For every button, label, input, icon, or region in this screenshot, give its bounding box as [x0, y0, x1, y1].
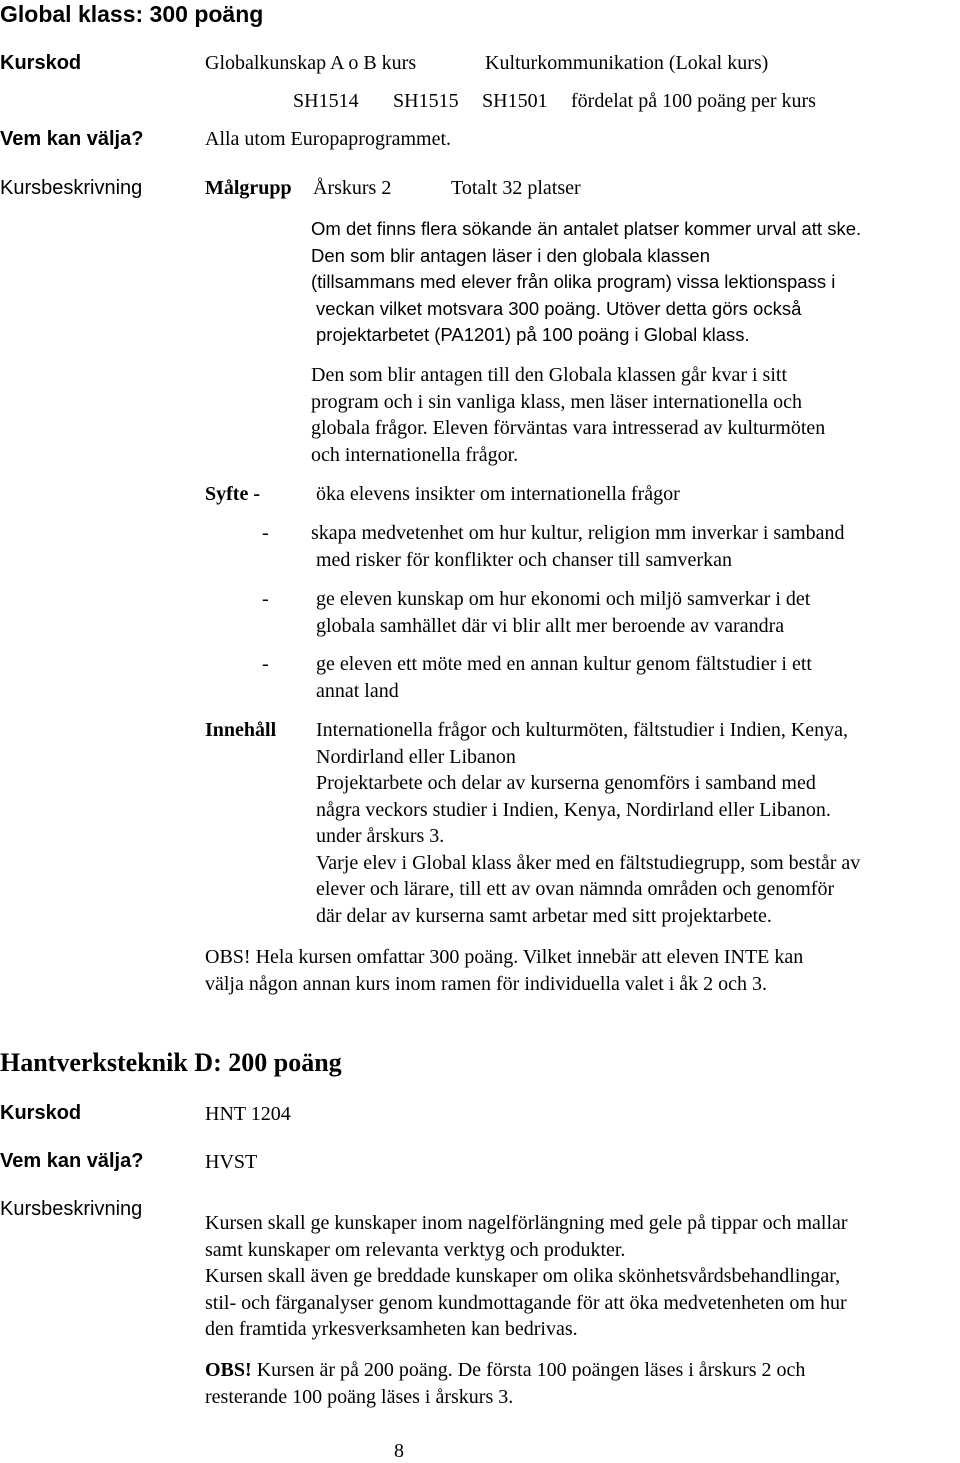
course-code-1: SH1514	[293, 90, 359, 112]
malgrupp-value: Årskurs 2	[313, 177, 392, 199]
section-title-hantverksteknik: Hantverksteknik D: 200 poäng	[0, 1048, 342, 1077]
syfte-item-2	[311, 520, 845, 573]
innehall-line: Internationella frågor och kulturmöten, fältstudier i Indien, Kenya,	[316, 719, 849, 741]
innehall-line: under årskurs 3.	[316, 825, 445, 847]
syfte-dash: -	[262, 522, 269, 544]
innehall-line: elever och lärare, till ett av ovan nämnda områden och genomför	[316, 878, 835, 900]
para1-line: veckan vilket motsvara 300 poäng. Utöver detta görs också	[316, 297, 802, 319]
obs-label: OBS!	[205, 1359, 252, 1381]
syfte-dash: -	[262, 653, 269, 675]
obs-line: välja någon annan kurs inom ramen för individuella valet i åk 2 och 3.	[205, 972, 768, 995]
obs-note-section2	[205, 1357, 805, 1410]
obs-line: resterande 100 poäng läses i årskurs 3.	[205, 1385, 514, 1408]
vem-kan-valja-value: HVST	[205, 1151, 258, 1173]
page-number: 8	[394, 1440, 404, 1462]
malgrupp-label: Målgrupp	[205, 177, 292, 199]
description-paragraph-1	[311, 216, 861, 349]
obs-line	[205, 1357, 805, 1384]
kurskod-label: Kurskod	[0, 52, 82, 74]
syfte-line: skapa medvetenhet om hur kultur, religion mm inverkar i samband	[311, 522, 845, 544]
vem-kan-valja-label: Vem kan välja?	[0, 1150, 144, 1172]
vem-kan-valja-label: Vem kan välja?	[0, 128, 144, 150]
obs-note-section1	[205, 944, 803, 997]
platser-total: Totalt 32 platser	[451, 177, 581, 199]
para1-line: Om det finns flera sökande än antalet platser kommer urval att ske.	[311, 218, 862, 239]
syfte-item-3	[316, 586, 810, 639]
innehall-line: Varje elev i Global klass åker med en fältstudiegrupp, som består av	[316, 851, 861, 874]
kurskod-course-a: Globalkunskap A o B kurs	[205, 52, 417, 74]
syfte-label: Syfte -	[205, 483, 260, 505]
syfte-line: med risker för konflikter och chanser till samverkan	[316, 548, 732, 571]
course-description	[205, 1210, 848, 1343]
description-paragraph-2	[311, 362, 825, 468]
obs-text: Kursen är på 200 poäng. De första 100 poängen läses i årskurs 2 och	[256, 1359, 806, 1381]
para1-line: Den som blir antagen läser i den globala klassen	[311, 244, 711, 266]
kurskod-course-b: Kulturkommunikation (Lokal kurs)	[485, 52, 769, 74]
syfte-dash: -	[262, 588, 269, 610]
desc-line: Kursen skall ge kunskaper inom nagelförlängning med gele på tippar och mallar	[205, 1212, 848, 1234]
kurskod-label: Kurskod	[0, 1102, 82, 1124]
desc-line: samt kunskaper om relevanta verktyg och produkter.	[205, 1238, 626, 1261]
innehall-text	[316, 717, 860, 929]
innehall-line: där delar av kurserna samt arbetar med sitt projektarbete.	[316, 904, 772, 927]
desc-line: Kursen skall även ge breddade kunskaper om olika skönhetsvårdsbehandlingar,	[205, 1265, 841, 1287]
kursbeskrivning-label: Kursbeskrivning	[0, 1198, 143, 1220]
para2-line: globala frågor. Eleven förväntas vara intresserad av kulturmöten	[311, 417, 826, 439]
innehall-line: Projektarbete och delar av kurserna genomförs i samband med	[316, 772, 816, 794]
desc-line: den framtida yrkesverksamheten kan bedrivas.	[205, 1318, 578, 1340]
innehall-line: Nordirland eller Libanon	[316, 745, 516, 768]
syfte-line: globala samhället där vi blir allt mer beroende av varandra	[316, 614, 785, 637]
obs-line: OBS! Hela kursen omfattar 300 poäng. Vilket innebär att eleven INTE kan	[205, 946, 804, 968]
course-code-3: SH1501	[482, 90, 548, 112]
para2-line: och internationella frågor.	[311, 443, 519, 466]
section-title-global-klass: Global klass: 300 poäng	[0, 1, 264, 27]
course-code-note: fördelat på 100 poäng per kurs	[571, 90, 816, 112]
para1-line: projektarbetet (PA1201) på 100 poäng i Global klass.	[316, 324, 750, 345]
syfte-item-1: öka elevens insikter om internationella frågor	[316, 483, 680, 505]
course-code-2: SH1515	[393, 90, 459, 112]
vem-kan-valja-value: Alla utom Europaprogrammet.	[205, 128, 452, 150]
syfte-line: ge eleven ett möte med en annan kultur genom fältstudier i ett	[316, 653, 812, 675]
kursbeskrivning-label: Kursbeskrivning	[0, 177, 143, 199]
para1-line: (tillsammans med elever från olika program) vissa lektionspass i	[311, 271, 836, 292]
innehall-line: några veckors studier i Indien, Kenya, Nordirland eller Libanon.	[316, 798, 831, 821]
kurskod-value: HNT 1204	[205, 1103, 291, 1125]
para2-line: Den som blir antagen till den Globala klassen går kvar i sitt	[311, 364, 787, 386]
syfte-line: annat land	[316, 679, 399, 702]
syfte-item-4	[316, 651, 812, 704]
innehall-label: Innehåll	[205, 719, 277, 741]
para2-line: program och i sin vanliga klass, men läser internationella och	[311, 390, 802, 413]
desc-line: stil- och färganalyser genom kundmottagande för att öka medvetenheten om hur	[205, 1291, 847, 1314]
syfte-line: ge eleven kunskap om hur ekonomi och miljö samverkar i det	[316, 588, 811, 610]
